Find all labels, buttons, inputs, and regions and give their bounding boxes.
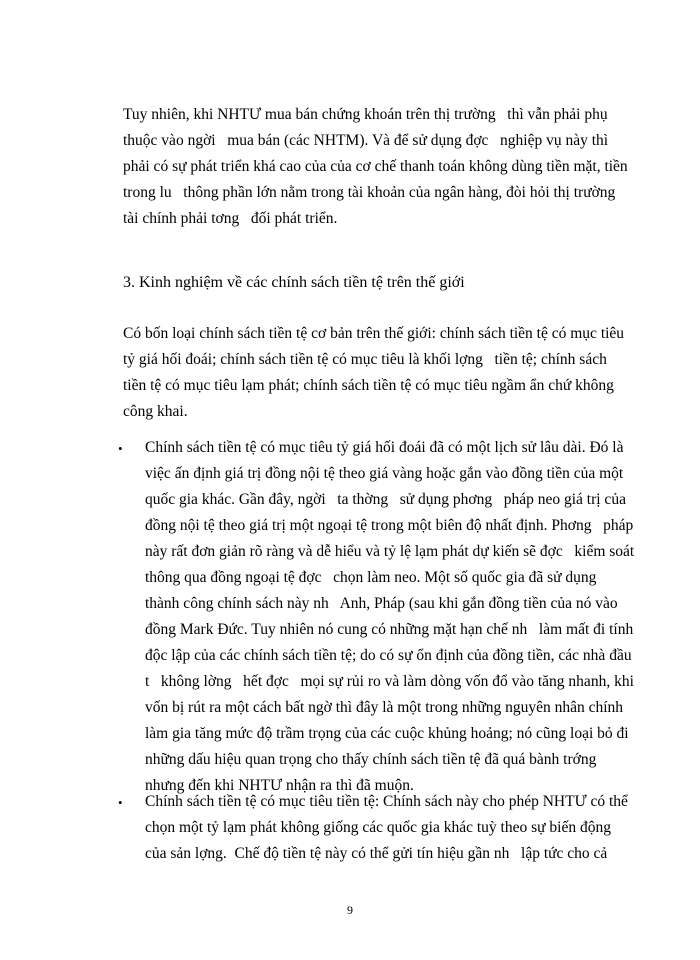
text-line: đồng nội tệ theo giá trị một ngoại tệ trong một biên độ nhất định. Phơng pháp [145,517,634,534]
text-line: nhưng đến khi NHTƯ nhận ra thì đã muộn. [145,777,414,794]
bullet-money-target-policy [145,789,655,867]
text-line: trong lu thông phần lớn nằm trong tài khoản của ngân hàng, đòi hỏi thị trường [123,184,616,201]
text-line: thành công chính sách này nh Anh, Pháp (sau khi gắn đồng tiền của nó vào [145,595,618,612]
text-line: công khai. [123,403,188,420]
section-heading: 3. Kinh nghiệm về các chính sách tiền tệ trên thế giới [123,274,465,291]
text-line: của sản lợng. Chế độ tiền tệ này có thể gửi tín hiệu gần nh lập tức cho cả [145,845,608,862]
text-line: Chính sách tiền tệ có mục tiêu tỷ giá hối đoái đã có một lịch sử lâu dài. Đó là [145,439,624,456]
text-line: tỷ giá hối đoái; chính sách tiền tệ có mục tiêu là khối lợng tiền tệ; chính sách [123,351,607,368]
text-line: phải có sự phát triển khá cao của của cơ chế thanh toán không dùng tiền mặt, tiền [123,158,628,175]
text-line: việc ấn định giá trị đồng nội tệ theo giá vàng hoặc gắn vào đồng tiền của một [145,465,624,482]
text-line: Chính sách tiền tệ có mục tiêu tiền tệ: Chính sách này cho phép NHTƯ có thể [145,793,628,810]
text-line: t không lờng hết đợc mọi sự rủi ro và làm dòng vốn đổ vào tăng nhanh, khi [145,673,634,690]
text-line: độc lập của các chính sách tiền tệ; do có sự ổn định của đồng tiền, các nhà đầu [145,647,632,664]
text-line: những dấu hiệu quan trọng cho thấy chính sách tiền tệ đã quá bành trớng [145,751,597,768]
bullet-marker: • [118,441,123,456]
text-line: Tuy nhiên, khi NHTƯ mua bán chứng khoán trên thị trường thì vẫn phải phụ [123,106,608,123]
text-line: tiền tệ có mục tiêu lạm phát; chính sách tiền tệ có mục tiêu ngầm ẩn chứ không [123,377,614,394]
page-number: 9 [347,903,353,917]
text-line: thông qua đồng ngoại tệ đợc chọn làm neo. Một số quốc gia đã sử dụng [145,569,597,586]
text-line: vốn bị rút ra một cách bất ngờ thì đây là một trong những nguyên nhân chính [145,699,624,716]
text-line: đồng Mark Đức. Tuy nhiên nó cung có những mặt hạn chế nh làm mất đi tính [145,621,634,638]
bullet-exchange-rate-policy [145,435,655,799]
text-line: tài chính phải tơng đối phát triển. [123,210,338,227]
text-line: làm gia tăng mức độ trầm trọng của các cuộc khủng hoảng; nó cũng loại bỏ đi [145,725,629,742]
text-line: này rất đơn giản rõ ràng và dễ hiểu và tỷ lệ lạm phát dự kiến sẽ đợc kiểm soát [145,543,635,560]
text-line: Có bốn loại chính sách tiền tệ cơ bản trên thế giới: chính sách tiền tệ có mục tiêu [123,325,625,342]
bullet-marker: • [118,795,123,810]
text-line: quốc gia khác. Gần đây, ngời ta thờng sử dụng phơng pháp neo giá trị của [145,491,626,508]
paragraph-open-market [123,102,653,232]
text-line: chọn một tỷ lạm phát không giống các quốc gia khác tuỳ theo sự biến động [145,819,611,836]
text-line: thuộc vào ngời mua bán (các NHTM). Và để sử dụng đợc nghiệp vụ này thì [123,132,609,149]
paragraph-policy-types [123,321,653,425]
